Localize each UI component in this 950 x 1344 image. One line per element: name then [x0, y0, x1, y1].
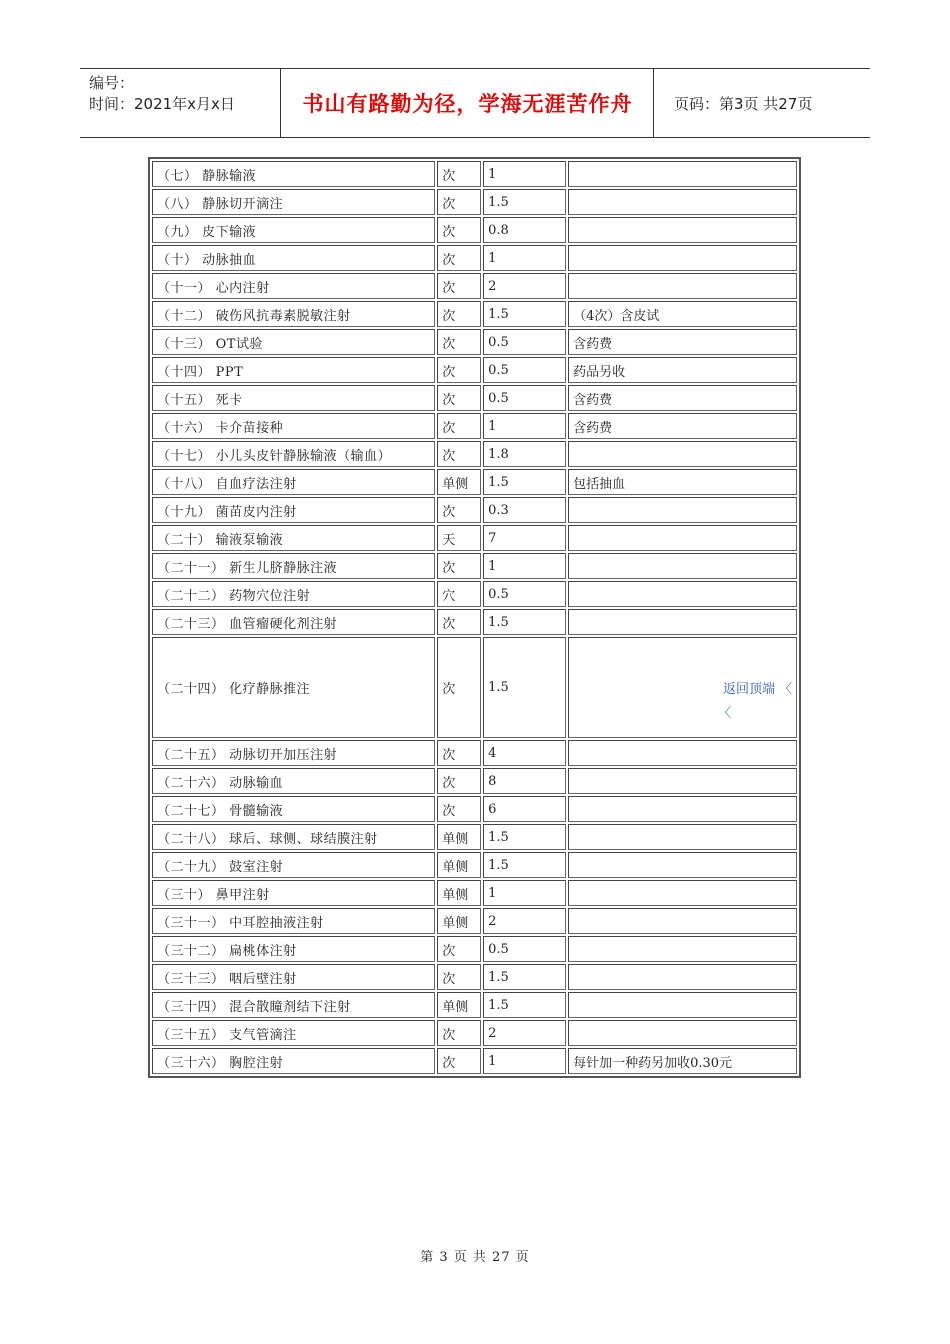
price-cell: 0.3	[483, 497, 566, 523]
price-cell: 1	[483, 413, 566, 439]
item-name-cell: （二十） 输液泵输液	[152, 525, 435, 551]
fee-table-body	[152, 161, 797, 1074]
unit-cell: 次	[437, 329, 481, 355]
note-cell	[568, 189, 797, 215]
item-name-cell: （二十三） 血管瘤硬化剂注射	[152, 609, 435, 635]
price-cell: 1	[483, 1048, 566, 1074]
note-cell: 含药费	[568, 413, 797, 439]
table-row	[152, 609, 797, 635]
unit-cell: 单侧	[437, 908, 481, 934]
unit-cell: 次	[437, 161, 481, 187]
note-cell	[568, 553, 797, 579]
table-row	[152, 964, 797, 990]
unit-cell: 单侧	[437, 469, 481, 495]
note-cell	[568, 637, 797, 738]
table-row	[152, 161, 797, 187]
table-row	[152, 880, 797, 906]
table-row	[152, 796, 797, 822]
table-row	[152, 525, 797, 551]
unit-cell: 次	[437, 609, 481, 635]
table-row	[152, 553, 797, 579]
item-name-cell: （二十七） 骨髓输液	[152, 796, 435, 822]
unit-cell: 次	[437, 441, 481, 467]
price-cell: 1	[483, 161, 566, 187]
unit-cell: 次	[437, 357, 481, 383]
table-row	[152, 469, 797, 495]
note-cell	[568, 441, 797, 467]
note-cell: （4次）含皮试	[568, 301, 797, 327]
item-name-cell: （十） 动脉抽血	[152, 245, 435, 271]
unit-cell: 次	[437, 936, 481, 962]
unit-cell: 次	[437, 796, 481, 822]
header-page-info	[664, 69, 870, 137]
unit-cell: 次	[437, 740, 481, 766]
unit-cell: 次	[437, 1020, 481, 1046]
page-header	[80, 68, 870, 138]
item-name-cell: （三十三） 咽后壁注射	[152, 964, 435, 990]
note-cell	[568, 936, 797, 962]
item-name-cell: （十九） 菌苗皮内注射	[152, 497, 435, 523]
price-cell: 2	[483, 273, 566, 299]
note-cell	[568, 852, 797, 878]
table-row	[152, 1048, 797, 1074]
item-name-cell: （十六） 卡介苗接种	[152, 413, 435, 439]
table-row	[152, 1020, 797, 1046]
back-to-top-label[interactable]: 返回顶端	[722, 681, 775, 697]
unit-cell: 单侧	[437, 824, 481, 850]
unit-cell: 次	[437, 964, 481, 990]
item-name-cell: （二十六） 动脉输血	[152, 768, 435, 794]
unit-cell: 次	[437, 1048, 481, 1074]
table-row	[152, 992, 797, 1018]
item-name-cell: （三十一） 中耳腔抽液注射	[152, 908, 435, 934]
header-motto: 书山有路勤为径，学海无涯苦作舟	[282, 69, 654, 137]
item-name-cell: （十八） 自血疗法注射	[152, 469, 435, 495]
unit-cell: 次	[437, 497, 481, 523]
price-cell: 6	[483, 796, 566, 822]
note-cell	[568, 740, 797, 766]
item-name-cell: （二十五） 动脉切开加压注射	[152, 740, 435, 766]
note-cell	[568, 581, 797, 607]
note-cell	[568, 1020, 797, 1046]
item-name-cell: （八） 静脉切开滴注	[152, 189, 435, 215]
table-row	[152, 908, 797, 934]
table-row	[152, 740, 797, 766]
table-row	[152, 217, 797, 243]
price-cell: 1	[483, 553, 566, 579]
item-name-cell: （二十四） 化疗静脉推注	[152, 637, 435, 738]
item-name-cell: （十七） 小儿头皮针静脉输液（输血）	[152, 441, 435, 467]
note-cell	[568, 525, 797, 551]
table-row	[152, 413, 797, 439]
price-cell: 1.5	[483, 852, 566, 878]
price-cell: 1.5	[483, 964, 566, 990]
table-row	[152, 357, 797, 383]
unit-cell: 次	[437, 637, 481, 738]
price-cell: 0.5	[483, 357, 566, 383]
price-cell: 1.8	[483, 441, 566, 467]
chevron-left-icon[interactable]: 〈	[718, 705, 732, 721]
price-cell: 0.5	[483, 329, 566, 355]
item-name-cell: （十四） PPT	[152, 357, 435, 383]
item-name-cell: （九） 皮下输液	[152, 217, 435, 243]
table-row	[152, 329, 797, 355]
item-name-cell: （十三） OT试验	[152, 329, 435, 355]
note-cell: 含药费	[568, 385, 797, 411]
price-cell: 1	[483, 245, 566, 271]
fee-table	[148, 157, 801, 1078]
chevron-left-icon[interactable]: 〈	[778, 681, 792, 697]
note-cell	[568, 273, 797, 299]
page-info-text: 页码：第3页 共27页	[674, 94, 813, 113]
price-cell: 2	[483, 908, 566, 934]
price-cell: 1	[483, 880, 566, 906]
item-name-cell: （二十二） 药物穴位注射	[152, 581, 435, 607]
note-cell	[568, 497, 797, 523]
item-name-cell: （三十四） 混合散瞳剂结下注射	[152, 992, 435, 1018]
note-cell	[568, 217, 797, 243]
price-cell: 0.8	[483, 217, 566, 243]
table-row	[152, 852, 797, 878]
table-row	[152, 273, 797, 299]
item-name-cell: （十一） 心内注射	[152, 273, 435, 299]
table-row	[152, 824, 797, 850]
note-cell: 包括抽血	[568, 469, 797, 495]
item-name-cell: （十二） 破伤风抗毒素脱敏注射	[152, 301, 435, 327]
unit-cell: 单侧	[437, 992, 481, 1018]
item-name-cell: （三十二） 扁桃体注射	[152, 936, 435, 962]
note-cell	[568, 824, 797, 850]
price-cell: 0.5	[483, 385, 566, 411]
price-cell: 1.5	[483, 609, 566, 635]
price-cell: 1.5	[483, 189, 566, 215]
note-cell: 含药费	[568, 329, 797, 355]
unit-cell: 次	[437, 217, 481, 243]
item-name-cell: （三十） 鼻甲注射	[152, 880, 435, 906]
note-cell	[568, 992, 797, 1018]
table-row	[152, 385, 797, 411]
note-cell	[568, 908, 797, 934]
unit-cell: 穴	[437, 581, 481, 607]
note-cell	[568, 609, 797, 635]
item-name-cell: （二十九） 鼓室注射	[152, 852, 435, 878]
price-cell: 7	[483, 525, 566, 551]
price-cell: 0.5	[483, 581, 566, 607]
note-cell	[568, 768, 797, 794]
header-meta	[80, 69, 281, 137]
price-cell: 2	[483, 1020, 566, 1046]
unit-cell: 次	[437, 301, 481, 327]
item-name-cell: （二十八） 球后、球侧、球结膜注射	[152, 824, 435, 850]
note-cell	[568, 964, 797, 990]
date-text: 时间：2021年x月x日	[89, 95, 235, 113]
price-cell: 0.5	[483, 936, 566, 962]
table-row	[152, 581, 797, 607]
price-cell: 1.5	[483, 301, 566, 327]
item-name-cell: （十五） 死卡	[152, 385, 435, 411]
note-cell	[568, 245, 797, 271]
unit-cell: 次	[437, 245, 481, 271]
note-cell	[568, 796, 797, 822]
item-name-cell: （三十六） 胸腔注射	[152, 1048, 435, 1074]
price-cell: 8	[483, 768, 566, 794]
table-row	[152, 497, 797, 523]
unit-cell: 次	[437, 553, 481, 579]
price-cell: 1.5	[483, 824, 566, 850]
unit-cell: 次	[437, 385, 481, 411]
item-name-cell: （三十五） 支气管滴注	[152, 1020, 435, 1046]
unit-cell: 单侧	[437, 852, 481, 878]
table-row	[152, 301, 797, 327]
unit-cell: 次	[437, 189, 481, 215]
table-row	[152, 441, 797, 467]
table-row	[152, 245, 797, 271]
note-cell	[568, 880, 797, 906]
note-cell	[568, 161, 797, 187]
unit-cell: 次	[437, 413, 481, 439]
table-row	[152, 189, 797, 215]
table-row	[152, 936, 797, 962]
table-row	[152, 637, 797, 738]
note-cell: 药品另收	[568, 357, 797, 383]
table-row	[152, 768, 797, 794]
item-name-cell: （二十一） 新生儿脐静脉注液	[152, 553, 435, 579]
note-cell: 每针加一种药另加收0.30元	[568, 1048, 797, 1074]
unit-cell: 天	[437, 525, 481, 551]
serial-label: 编号：	[89, 74, 135, 92]
back-to-top-link[interactable]	[573, 650, 792, 726]
price-cell: 1.5	[483, 637, 566, 738]
price-cell: 4	[483, 740, 566, 766]
page-footer: 第 3 页 共 27 页	[420, 1250, 530, 1265]
price-cell: 1.5	[483, 992, 566, 1018]
price-cell: 1.5	[483, 469, 566, 495]
unit-cell: 次	[437, 273, 481, 299]
unit-cell: 单侧	[437, 880, 481, 906]
item-name-cell: （七） 静脉输液	[152, 161, 435, 187]
unit-cell: 次	[437, 768, 481, 794]
